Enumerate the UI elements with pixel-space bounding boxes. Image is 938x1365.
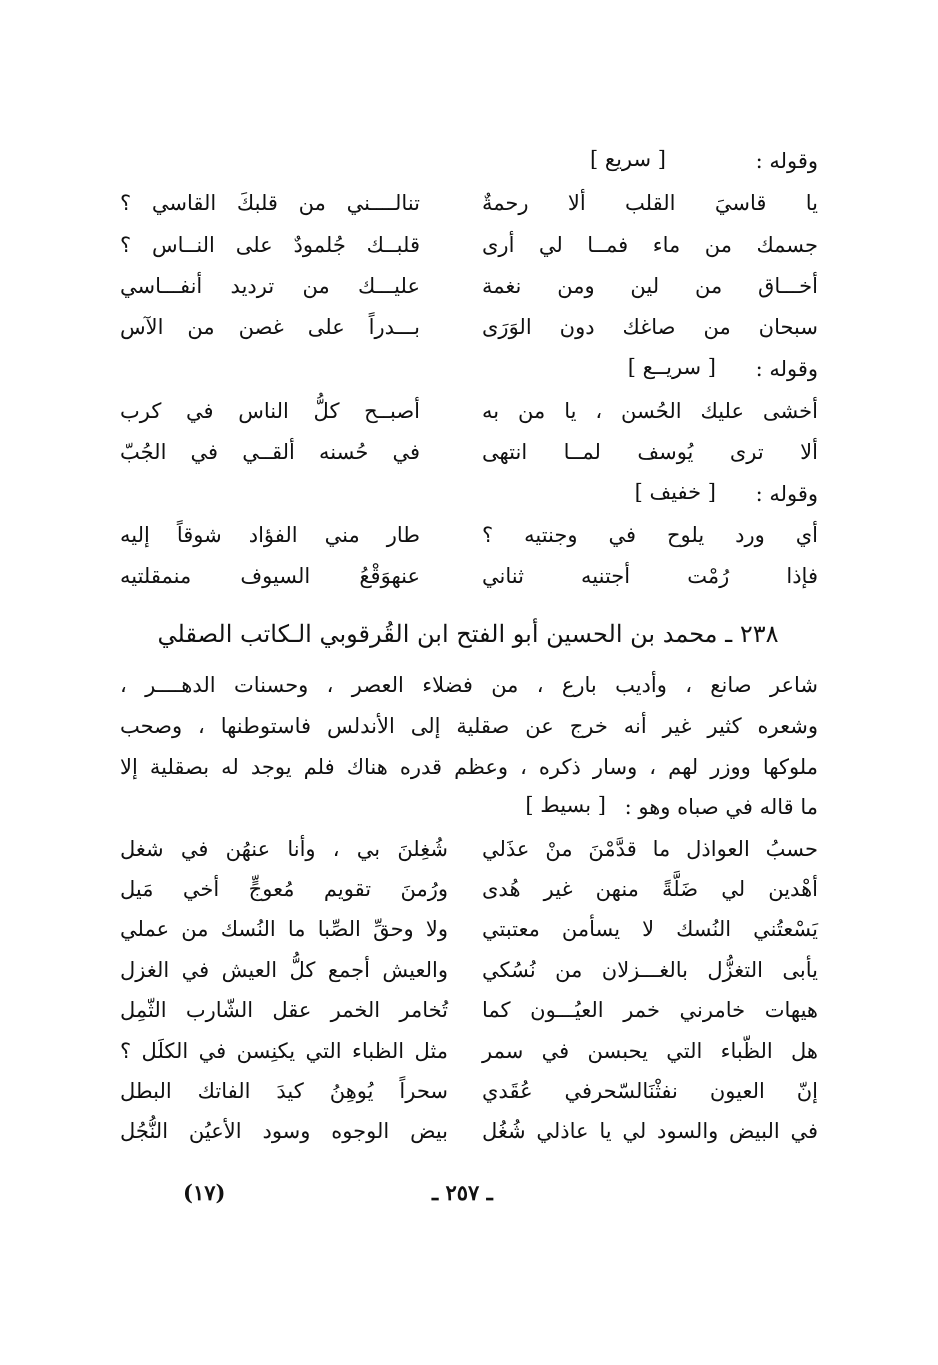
verse-first-hemistich: أهْدين لي ضَلَّةً منهن غير هُدى: [482, 877, 818, 901]
prose-line: ملوكها ووزر لهم ، وسار ذكره ، وعظم قدره هناك فلم يوجد له بصقلية إلا: [120, 755, 818, 779]
prose-line: وشعره كثير غير أنه خرج عن صقلية إلى الأندلس فاستوطنها ، وصحب: [120, 714, 818, 738]
verse-first-hemistich: في البيض والسود لي يا عاذلي شُغُل: [482, 1119, 818, 1143]
verse-line: [120, 1076, 818, 1106]
verse-first-hemistich: هيهات خامرني خمر العيُـــون كما: [482, 998, 818, 1022]
poem-intro-label: ما قاله في صباه وهو :: [624, 795, 818, 819]
verse-line: [120, 955, 818, 985]
entry-title: ٢٣٨ ـ محمد بن الحسين أبو الفتح ابن القُرقوبي الـكاتب الصقلي: [157, 620, 779, 648]
verse-second-hemistich: قلبــك جُلمودٌ على النــاس ؟: [120, 233, 420, 257]
verse-line: [120, 312, 818, 342]
verse-first-hemistich: أخـــاق من لين ومن نغمة: [482, 274, 818, 298]
verse-second-hemistich: عليـــك من ترديد أنفـــاسي: [120, 274, 420, 298]
verse-second-hemistich: طار مني الفؤاد شوقاً إليه: [120, 523, 420, 547]
verse-second-hemistich: والعيش أجمع كلُّ العيش في الغزل: [120, 958, 448, 982]
verse-second-hemistich: تنالــــني من قلبكَ القاسي ؟: [120, 191, 420, 215]
verse-second-hemistich: أصبــح كلُّ الناس في كرب: [120, 399, 420, 423]
verse-second-hemistich: مثل الظباء التي يكنِسن في الكلَل ؟: [120, 1039, 448, 1063]
verse-first-hemistich: إنّ العيون نفثْنَالسّحرفي عُقَدي: [482, 1079, 818, 1103]
verse-second-hemistich: في حُسنه ألقــي في الجُبّ: [120, 440, 420, 464]
verse-line: [120, 271, 818, 301]
signature-mark: (١٧): [183, 1180, 226, 1205]
poem-intro-label: وقوله :: [755, 357, 818, 381]
verse-first-hemistich: جسمك من ماء فمــا لي أرى: [482, 233, 818, 257]
verse-line: [120, 188, 818, 218]
verse-line: [120, 1116, 818, 1146]
poem-intro-label: وقوله :: [755, 149, 818, 173]
verse-line: [120, 914, 818, 944]
prose-line: شاعر صانع ، وأديب بارع ، من فضلاء العصر ، وحسنات الدهــــر ،: [120, 673, 818, 697]
meter-tag: [ خفيف ]: [634, 480, 716, 504]
verse-first-hemistich: هل الظّباء التي يحبسن في سمر: [482, 1039, 818, 1063]
verse-first-hemistich: يَسْعتُني النُسك لا يسأمن معتبتي: [482, 917, 818, 941]
verse-first-hemistich: أي ورد يلوح في وجنتيه ؟: [482, 523, 818, 547]
verse-second-hemistich: سحراً يُوهِنُ كيدَ الفاتك البطل: [120, 1079, 448, 1103]
verse-first-hemistich: حسبُ العواذل ما قدَّمْنَ منْ عذَلي: [482, 837, 818, 861]
meter-tag: [ بسيط ]: [525, 793, 606, 817]
meter-tag: [ سريع ]: [590, 147, 666, 171]
verse-second-hemistich: تُخامر الخمر عقل الشّارب الثّمِل: [120, 998, 448, 1022]
verse-second-hemistich: بيض الوجوه وسود الأعيُن النُّجُل: [120, 1119, 448, 1143]
verse-line: [120, 561, 818, 591]
verse-second-hemistich: بـــدراً على غصن من الآس: [120, 315, 420, 339]
verse-first-hemistich: يأبى التغزُّل بالغـــزلان من نُسُكي: [482, 958, 818, 982]
verse-first-hemistich: يا قاسيَ القلب ألا رحمةٌ: [482, 191, 818, 215]
verse-first-hemistich: سبحان من صاغك دون الوَرَى: [482, 315, 818, 339]
meter-tag: [ سريــع ]: [627, 355, 716, 379]
verse-second-hemistich: شُغِلنَ بي ، وأنا عنهُن في شغل: [120, 837, 448, 861]
verse-first-hemistich: أخشى عليك الحُسن ، يا من به: [482, 399, 818, 423]
verse-second-hemistich: عنهوَقْعُ السيوف منمقلتيه: [120, 564, 420, 588]
verse-line: [120, 396, 818, 426]
page-number: ـ ٢٥٧ ـ: [432, 1180, 493, 1205]
poem-intro-label: وقوله :: [755, 482, 818, 506]
verse-line: [120, 834, 818, 864]
verse-line: [120, 1036, 818, 1066]
verse-line: [120, 874, 818, 904]
verse-first-hemistich: فإذا رُمْت أجتنيه ثناني: [482, 564, 818, 588]
verse-line: [120, 437, 818, 467]
verse-second-hemistich: ورُمنَ تقويم مُعوجٍّ أخي مَيل: [120, 877, 448, 901]
verse-line: [120, 230, 818, 260]
verse-line: [120, 995, 818, 1025]
verse-line: [120, 520, 818, 550]
verse-first-hemistich: ألا ترى يُوسف لمــا انتهى: [482, 440, 818, 464]
verse-second-hemistich: ولا وحقِّ الصِّبا ما النُسك من عملي: [120, 917, 448, 941]
